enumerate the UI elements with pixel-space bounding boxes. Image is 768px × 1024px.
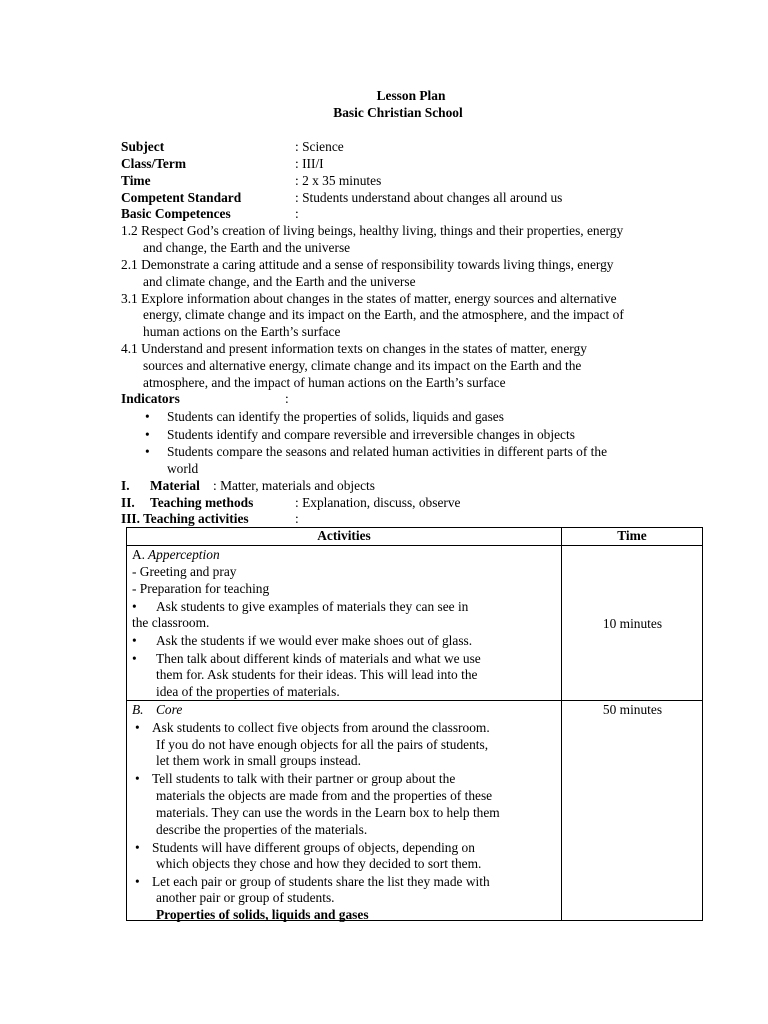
apperception-bullet-3-line-2: them for. Ask students for their ideas. This will lead into the — [156, 667, 478, 682]
indicators-label: Indicators — [121, 391, 180, 406]
bullet-icon: • — [135, 840, 140, 855]
apperception-dash-2: - Preparation for teaching — [132, 581, 270, 596]
class-value: : III/I — [295, 156, 324, 171]
core-letter: B. — [132, 702, 144, 717]
core-bullet-2-line-3: materials. They can use the words in the Learn box to help them — [156, 805, 500, 820]
material-label: Material — [150, 478, 200, 493]
competence-1-line-2: and change, the Earth and the universe — [143, 240, 351, 255]
apperception-bullet-1-line-1: Ask students to give examples of materials they can see in — [156, 599, 469, 614]
core-time: 50 minutes — [602, 702, 663, 717]
activities-label: III. Teaching activities — [121, 511, 249, 526]
competence-1-line-1: 1.2 Respect God’s creation of living beings, healthy living, things and their properties, energy — [121, 223, 624, 238]
apperception-bullet-2: Ask the students if we would ever make shoes out of glass. — [156, 633, 473, 648]
apperception-cell — [127, 546, 562, 701]
subject-value: : Science — [295, 139, 344, 154]
bullet-icon: • — [145, 427, 150, 442]
core-bullet-1-line-2: If you do not have enough objects for all the pairs of students, — [156, 737, 489, 752]
bullet-icon: • — [132, 633, 137, 648]
doc-title: Lesson Plan — [376, 88, 446, 103]
apperception-bullet-3-line-1: Then talk about different kinds of materials and what we use — [156, 651, 481, 666]
standard-value: : Students understand about changes all around us — [295, 190, 563, 205]
apperception-time: 10 minutes — [602, 616, 663, 631]
competence-2-line-2: and climate change, and the Earth and the universe — [143, 274, 416, 289]
bullet-icon: • — [145, 409, 150, 424]
competences-label: Basic Competences — [121, 206, 231, 221]
core-bullet-2-line-1: Tell students to talk with their partner or group about the — [152, 771, 456, 786]
apperception-title: Apperception — [148, 547, 220, 562]
properties-heading: Properties of solids, liquids and gases — [156, 907, 369, 922]
bullet-icon: • — [135, 771, 140, 786]
column-header-time: Time — [562, 528, 703, 546]
apperception-dash-1: - Greeting and pray — [132, 564, 237, 579]
core-bullet-3-line-2: which objects they chose and how they decided to sort them. — [156, 856, 482, 871]
methods-value: : Explanation, discuss, observe — [295, 495, 461, 510]
core-cell — [127, 701, 562, 921]
indicator-2: Students identify and compare reversible and irreversible changes in objects — [167, 427, 575, 442]
bullet-icon: • — [132, 599, 137, 614]
bullet-icon: • — [135, 874, 140, 889]
table-row — [127, 701, 703, 921]
competence-2-line-1: 2.1 Demonstrate a caring attitude and a sense of responsibility towards living things, energy — [121, 257, 614, 272]
class-label: Class/Term — [121, 156, 186, 171]
apperception-bullet-1-line-2: the classroom. — [132, 615, 210, 630]
core-bullet-4-line-1: Let each pair or group of students share the list they made with — [152, 874, 490, 889]
column-header-activities: Activities — [127, 528, 562, 546]
competence-3-line-2: energy, climate change and its impact on the Earth, and the atmosphere, and the impact of — [143, 307, 624, 322]
table-row — [127, 546, 703, 701]
methods-label: Teaching methods — [150, 495, 254, 510]
indicator-3-line-2: world — [167, 461, 199, 476]
apperception-time-cell — [562, 546, 703, 701]
indicators-colon: : — [285, 391, 289, 406]
core-bullet-1-line-1: Ask students to collect five objects from around the classroom. — [152, 720, 490, 735]
apperception-letter: A. — [132, 547, 146, 562]
bullet-icon: • — [145, 444, 150, 459]
material-number: I. — [121, 478, 130, 493]
core-bullet-4-line-2: another pair or group of students. — [156, 890, 335, 905]
indicator-3-line-1: Students compare the seasons and related human activities in different parts of the — [167, 444, 608, 459]
school-name: Basic Christian School — [333, 105, 463, 120]
apperception-bullet-3-line-3: idea of the properties of materials. — [156, 684, 340, 699]
time-value: : 2 x 35 minutes — [295, 173, 382, 188]
core-time-cell — [562, 701, 703, 921]
core-bullet-2-line-4: describe the properties of the materials. — [156, 822, 368, 837]
bullet-icon: • — [132, 651, 137, 666]
activities-colon: : — [295, 511, 299, 526]
competence-3-line-1: 3.1 Explore information about changes in the states of matter, energy sources and alternative — [121, 291, 617, 306]
subject-label: Subject — [121, 139, 165, 154]
activities-table — [126, 527, 703, 921]
material-value: : Matter, materials and objects — [213, 478, 375, 493]
indicator-1: Students can identify the properties of solids, liquids and gases — [167, 409, 504, 424]
competence-4-line-3: atmosphere, and the impact of human actions on the Earth’s surface — [143, 375, 506, 390]
core-bullet-1-line-3: let them work in small groups instead. — [156, 753, 361, 768]
bullet-icon: • — [135, 720, 140, 735]
competence-4-line-1: 4.1 Understand and present information texts on changes in the states of matter, energy — [121, 341, 587, 356]
standard-label: Competent Standard — [121, 190, 242, 205]
competences-colon: : — [295, 206, 299, 221]
core-title: Core — [156, 702, 183, 717]
table-header-row — [127, 528, 703, 546]
competence-4-line-2: sources and alternative energy, climate change and its impact on the Earth and the — [143, 358, 582, 373]
core-bullet-3-line-1: Students will have different groups of objects, depending on — [152, 840, 475, 855]
competence-3-line-3: human actions on the Earth’s surface — [143, 324, 341, 339]
time-label: Time — [121, 173, 151, 188]
methods-number: II. — [121, 495, 135, 510]
core-bullet-2-line-2: materials the objects are made from and the properties of these — [156, 788, 493, 803]
